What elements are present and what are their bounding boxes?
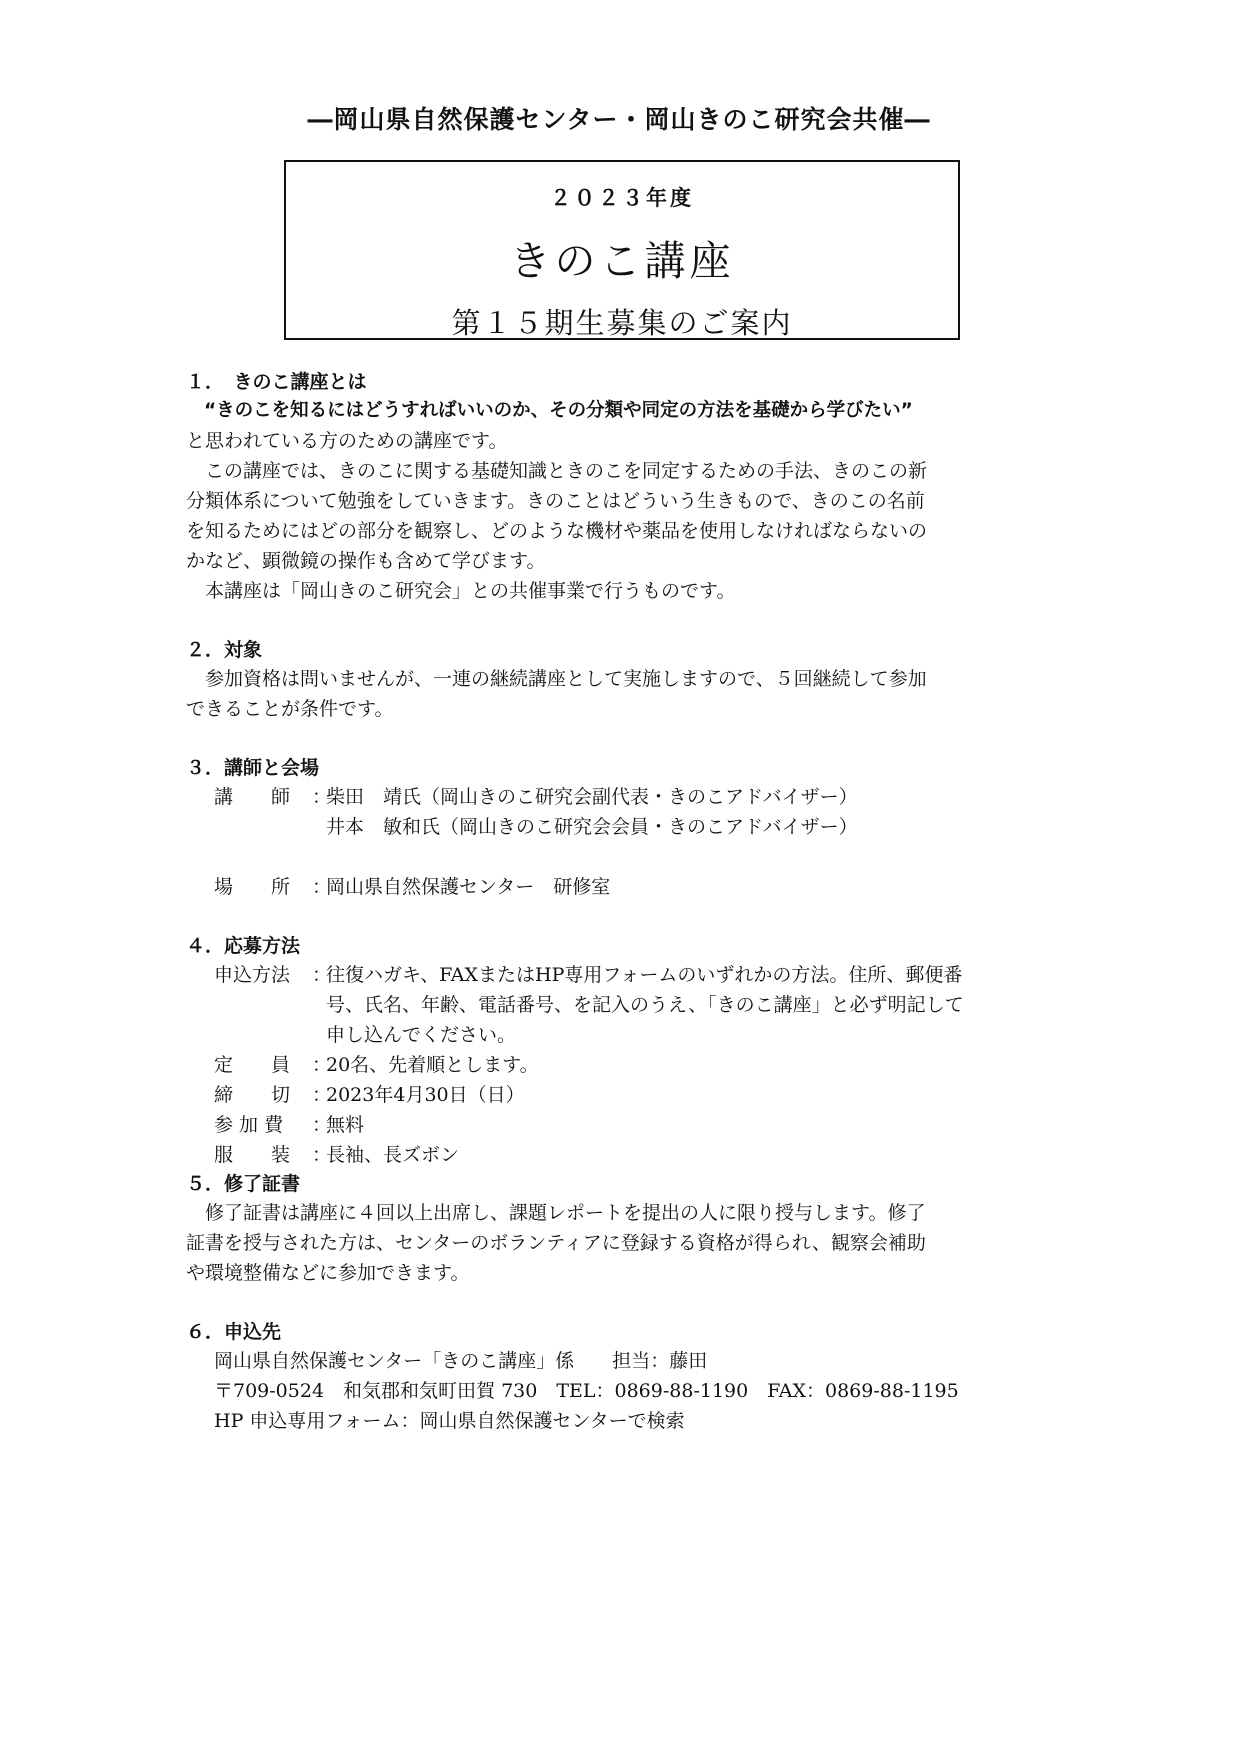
dress-row — [186, 1140, 1066, 1170]
about-line: かなど、顕微鏡の操作も含めて学びます。 — [186, 550, 546, 572]
certificate-line: 修了証書は講座に４回以上出席し、課題レポートを提出の人に限り授与します。修了 — [186, 1202, 926, 1224]
capacity-row — [186, 1050, 1066, 1080]
colon: ： — [312, 1054, 332, 1076]
section-title-contact: ６．申込先 — [186, 1321, 282, 1343]
course-title: きのこ講座 — [509, 237, 735, 285]
colon: ： — [312, 1084, 332, 1106]
target-line: 参加資格は問いませんが、一連の継続講座として実施しますので、５回継続して参加 — [186, 668, 927, 690]
method-label: 申込方法 — [214, 964, 291, 986]
contact-line: 岡山県自然保護センター「きのこ講座」係 担当：藤田 — [214, 1350, 708, 1372]
about-line: を知るためにはどの部分を観察し、どのような機材や薬品を使用しなければならないの — [186, 520, 928, 542]
venue-value: 岡山県自然保護センター 研修室 — [326, 876, 611, 898]
colon: ： — [312, 876, 332, 898]
certificate-line: 証書を授与された方は、センターのボランティアに登録する資格が得られ、観察会補助 — [186, 1232, 926, 1254]
title-box — [284, 160, 960, 340]
colon: ： — [312, 1114, 332, 1136]
about-quote: “きのこを知るにはどうすればいいのか、その分類や同定の方法を基礎から学びたい” — [204, 400, 913, 421]
about-line: 分類体系について勉強をしていきます。きのことはどういう生きもので、きのこの名前 — [186, 490, 925, 512]
about-line: と思われている方のための講座です。 — [186, 430, 508, 452]
method-row — [186, 960, 1066, 990]
section-title-lecturer-venue: ３．講師と会場 — [186, 757, 320, 779]
colon: ： — [312, 964, 332, 986]
method-line: 号、氏名、年齢、電話番号、を記入のうえ、「きのこ講座」と必ず明記して — [326, 994, 964, 1016]
section-title-application: ４．応募方法 — [186, 935, 301, 957]
fiscal-year: ２０２３年度 — [550, 186, 694, 210]
fee-label: 参 加 費 — [214, 1114, 284, 1136]
method-line: 申し込んでください。 — [326, 1024, 517, 1046]
deadline-row — [186, 1080, 1066, 1110]
fee-value: 無料 — [326, 1114, 365, 1136]
fee-row — [186, 1110, 1066, 1140]
dress-value: 長袖、長ズボン — [326, 1144, 460, 1166]
organizer-header: ―岡山県自然保護センター・岡山きのこ研究会共催― — [307, 105, 931, 134]
document-body — [186, 368, 1066, 1436]
capacity-label: 定 員 — [214, 1054, 291, 1076]
target-line: できることが条件です。 — [186, 698, 394, 720]
method-line: 往復ハガキ、FAXまたはHP専用フォームのいずれかの方法。住所、郵便番 — [326, 964, 963, 986]
deadline-label: 締 切 — [214, 1084, 291, 1106]
lecturer-label: 講 師 — [214, 786, 291, 808]
dress-label: 服 装 — [214, 1144, 291, 1166]
section-title-target: ２．対象 — [186, 639, 263, 661]
lecturer-row — [186, 782, 1066, 812]
lecturer-2: 井本 敏和氏（岡山きのこ研究会会員・きのこアドバイザー） — [326, 816, 858, 838]
colon: ： — [312, 1144, 332, 1166]
certificate-line: や環境整備などに参加できます。 — [186, 1262, 470, 1284]
section-title-about: １． きのこ講座とは — [186, 371, 367, 393]
about-line: 本講座は「岡山きのこ研究会」との共催事業で行うものです。 — [186, 580, 736, 602]
recruitment-subtitle: 第１５期生募集のご案内 — [451, 306, 793, 340]
section-title-certificate: ５．修了証書 — [186, 1173, 301, 1195]
contact-address: 〒709-0524 和気郡和気町田賀 730 TEL：0869-88-1190 FAX：0869-88-1195 — [214, 1380, 959, 1402]
venue-row — [186, 872, 1066, 902]
venue-label: 場 所 — [214, 876, 291, 898]
capacity-value: 20名、先着順とします。 — [326, 1054, 539, 1076]
about-line: この講座では、きのこに関する基礎知識ときのこを同定するための手法、きのこの新 — [186, 460, 928, 482]
deadline-value: 2023年4月30日（日） — [326, 1084, 525, 1106]
colon: ： — [312, 786, 332, 808]
lecturer-1: 柴田 靖氏（岡山きのこ研究会副代表・きのこアドバイザー） — [326, 786, 858, 808]
contact-web-form: HP 申込専用フォーム：岡山県自然保護センターで検索 — [214, 1410, 685, 1432]
